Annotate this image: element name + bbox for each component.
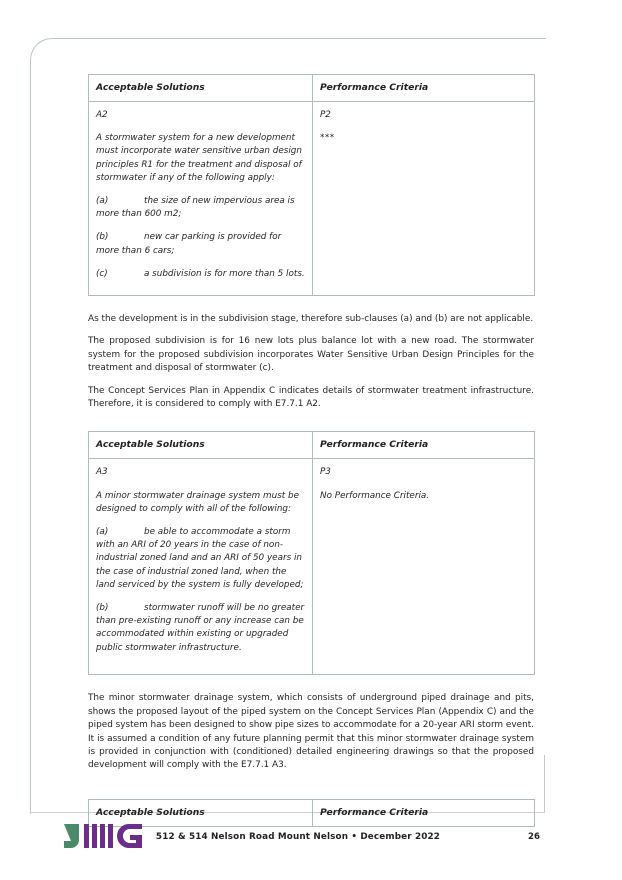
column-header-performance-criteria: Performance Criteria: [313, 799, 535, 826]
commentary-a2-paragraph-2: The proposed subdivision is for 16 new lots plus balance lot with a new road. The stormwater system for the proposed subdivision incorporates Water Sensitive Urban Design Principles for the treatment and disposal of stormwater (c).: [88, 336, 534, 374]
a2-clause-b-text: new car parking is provided for more than 6 cars;: [96, 232, 282, 256]
a3-code: A3: [96, 467, 108, 478]
requirements-table-a3: [88, 431, 535, 675]
a2-code: A2: [96, 110, 108, 120]
requirements-table-a2: [88, 74, 535, 296]
a3-clause-b-label: (b): [96, 603, 109, 614]
table-row: [89, 459, 535, 675]
requirements-table-next: [88, 799, 535, 827]
page-content: [88, 0, 534, 827]
cell-performance-criteria-p3: [313, 459, 535, 675]
cell-acceptable-solution-a2: [89, 102, 313, 296]
p2-code: P2: [320, 110, 331, 120]
a3-clause-b-text: stormwater runoff will be no greater than pre-existing runoff or any increase can be accommodated within existing or upgraded public stormwater infrastructure.: [96, 603, 305, 653]
a2-clause-a-text: the size of new impervious area is more than 600 m2;: [96, 196, 295, 220]
a2-intro: A stormwater system for a new development must incorporate water sensitive urban design principles R1 for the treatment and disposal of stormwater if any of the following apply:: [96, 133, 302, 183]
column-header-performance-criteria: Performance Criteria: [313, 432, 535, 459]
a3-clause-a-text: be able to accommodate a storm with an ARI of 20 years in the case of non-industrial zoned land and an ARI of 50 years in the case of industrial zoned land, when the land serviced by the system is fully developed;: [96, 527, 304, 590]
a3-intro: A minor stormwater drainage system must be designed to comply with all of the following:: [96, 490, 300, 514]
a2-clause-b-label: (b): [96, 232, 109, 243]
column-header-acceptable-solutions: Acceptable Solutions: [89, 75, 313, 102]
a3-clause-a-label: (a): [96, 527, 109, 538]
column-header-acceptable-solutions: Acceptable Solutions: [89, 799, 313, 826]
page-frame-right-edge: [544, 755, 545, 813]
commentary-a2-paragraph-1: As the development is in the subdivision stage, therefore sub-clauses (a) and (b) are not applicable.: [88, 314, 534, 324]
column-header-performance-criteria: Performance Criteria: [313, 75, 535, 102]
commentary-block-a3: [88, 692, 534, 772]
a3-clause-b: [96, 602, 305, 655]
a2-clause-c: [96, 268, 305, 281]
footer-page-number: 26: [528, 832, 540, 842]
a2-clause-a: [96, 195, 305, 221]
column-header-acceptable-solutions: Acceptable Solutions: [89, 432, 313, 459]
cell-acceptable-solution-a3: [89, 459, 313, 675]
a2-clause-c-text: a subdivision is for more than 5 lots.: [144, 268, 305, 279]
commentary-block-a2: [88, 313, 534, 411]
table-row: [89, 102, 535, 296]
commentary-a2-paragraph-3: The Concept Services Plan in Appendix C indicates details of stormwater treatment infrastructure. Therefore, it is considered to comply with E7.7.1 A2.: [88, 385, 534, 410]
table-header-row: [89, 75, 535, 102]
p3-text: No Performance Criteria.: [320, 490, 430, 501]
a2-clause-c-label: (c): [96, 268, 108, 279]
footer-project-text: 512 & 514 Nelson Road Mount Nelson • December 2022: [155, 832, 441, 842]
commentary-a3-paragraph-1: The minor stormwater drainage system, which consists of underground piped drainage and pits, shows the proposed layout of the piped system on the Concept Services Plan (Appendix C) and the piped system has been designed to show pipe sizes to accommodate for a 20-year ARI storm event. It is assumed a condition of any future planning permit that this minor stormwater drainage system is provided in conjunction with (conditioned) detailed engineering drawings so that the proposed development will comply with the E7.7.1 A3.: [88, 693, 534, 771]
cell-performance-criteria-p2: [313, 102, 535, 296]
p2-text: ***: [320, 133, 335, 144]
a3-clause-a: [96, 526, 305, 592]
table-header-row: [89, 799, 535, 826]
a2-clause-a-label: (a): [96, 196, 109, 207]
a2-clause-b: [96, 231, 305, 257]
table-header-row: [89, 432, 535, 459]
p3-code: P3: [320, 467, 331, 478]
